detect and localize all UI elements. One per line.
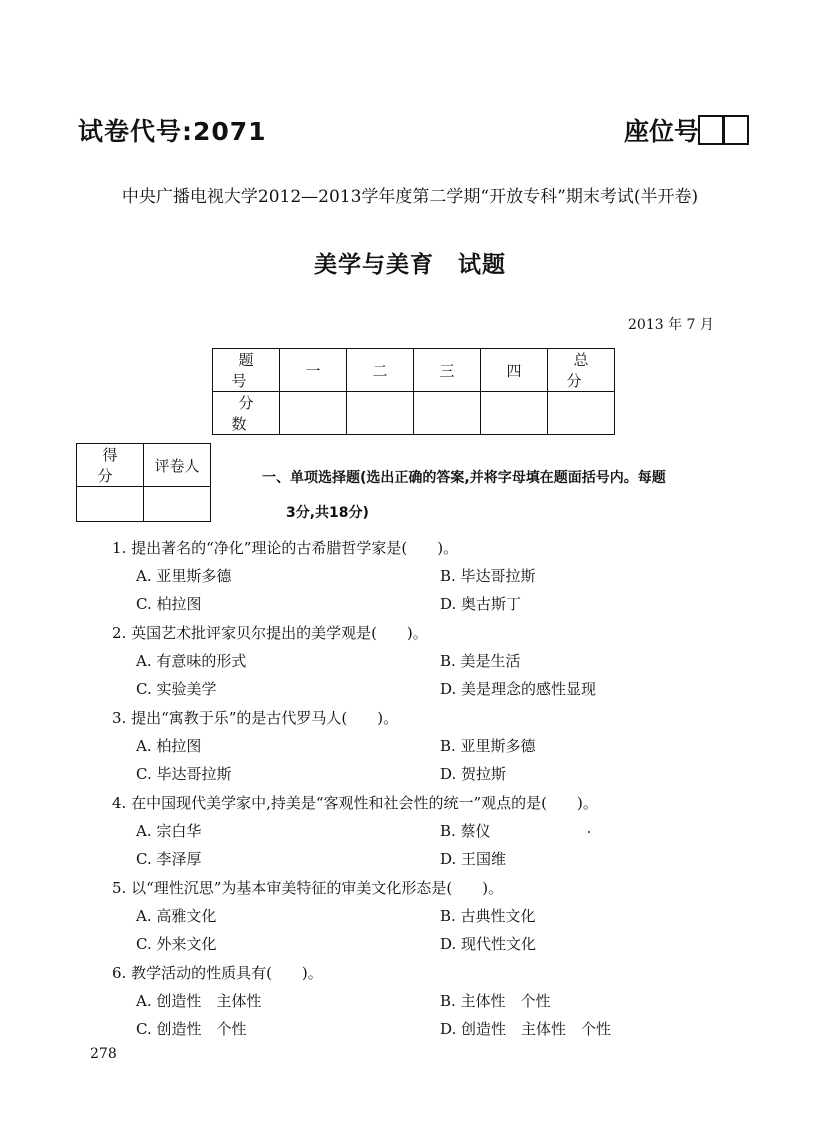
seat-box xyxy=(698,115,724,145)
question-6-option-b: B. 主体性 个性 xyxy=(440,992,551,1010)
score-table-col: 四 xyxy=(481,349,548,392)
score-table xyxy=(212,348,615,435)
question-1-option-d: D. 奥古斯丁 xyxy=(440,595,522,613)
question-4: 4. 在中国现代美学家中,持美是“客观性和社会性的统一”观点的是( )。 xyxy=(112,794,598,812)
score-table-col: 一 xyxy=(280,349,347,392)
exam-title: 中央广播电视大学2012—2013学年度第二学期“开放专科”期末考试(半开卷) xyxy=(121,187,699,207)
exam-date: 2013 年 7 月 xyxy=(628,317,714,333)
grader-table xyxy=(76,443,211,522)
question-3-option-b: B. 亚里斯多德 xyxy=(440,737,536,755)
section-title-cont: 3分,共18分) xyxy=(286,505,369,521)
question-6: 6. 教学活动的性质具有( )。 xyxy=(112,964,323,982)
paper-code: 试卷代号:2071 xyxy=(78,117,267,146)
question-1: 1. 提出著名的“净化”理论的古希腊哲学家是( )。 xyxy=(112,539,459,557)
scan-speck xyxy=(588,831,590,833)
seat-number xyxy=(624,112,749,148)
score-cell xyxy=(347,392,414,435)
question-3-option-c: C. 毕达哥拉斯 xyxy=(136,765,232,783)
score-table-header: 题 号 xyxy=(213,349,280,392)
grader-name-cell xyxy=(144,487,211,522)
subject-title: 美学与美育 试题 xyxy=(314,252,506,278)
score-cell xyxy=(548,392,615,435)
grader-name-label: 评卷人 xyxy=(144,444,211,487)
score-table-total: 总 分 xyxy=(548,349,615,392)
question-4-option-c: C. 李泽厚 xyxy=(136,850,202,868)
question-5-option-b: B. 古典性文化 xyxy=(440,907,536,925)
score-table-col: 三 xyxy=(414,349,481,392)
question-4-option-a: A. 宗白华 xyxy=(136,822,202,840)
question-3: 3. 提出“寓教于乐”的是古代罗马人( )。 xyxy=(112,709,399,727)
grader-score-cell xyxy=(77,487,144,522)
question-2-option-d: D. 美是理念的感性显现 xyxy=(440,680,597,698)
score-cell xyxy=(481,392,548,435)
question-2-option-b: B. 美是生活 xyxy=(440,652,521,670)
question-2: 2. 英国艺术批评家贝尔提出的美学观是( )。 xyxy=(112,624,428,642)
question-5-option-d: D. 现代性文化 xyxy=(440,935,537,953)
question-6-option-a: A. 创造性 主体性 xyxy=(136,992,262,1010)
question-6-option-d: D. 创造性 主体性 个性 xyxy=(440,1020,612,1038)
seat-label: 座位号 xyxy=(624,117,700,146)
question-2-option-a: A. 有意味的形式 xyxy=(136,652,247,670)
question-4-option-d: D. 王国维 xyxy=(440,850,507,868)
question-5: 5. 以“理性沉思”为基本审美特征的审美文化形态是( )。 xyxy=(112,879,504,897)
page-number: 278 xyxy=(90,1046,117,1062)
score-cell xyxy=(280,392,347,435)
score-cell xyxy=(414,392,481,435)
question-1-option-a: A. 亚里斯多德 xyxy=(136,567,232,585)
section-title: 一、单项选择题(选出正确的答案,并将字母填在题面括号内。每题 xyxy=(262,470,666,486)
score-table-col: 二 xyxy=(347,349,414,392)
grader-score-label: 得 分 xyxy=(77,444,144,487)
question-1-option-b: B. 毕达哥拉斯 xyxy=(440,567,536,585)
question-5-option-c: C. 外来文化 xyxy=(136,935,217,953)
question-5-option-a: A. 高雅文化 xyxy=(136,907,217,925)
question-3-option-d: D. 贺拉斯 xyxy=(440,765,507,783)
score-table-row-label: 分 数 xyxy=(213,392,280,435)
question-6-option-c: C. 创造性 个性 xyxy=(136,1020,247,1038)
question-4-option-b: B. 蔡仪 xyxy=(440,822,491,840)
seat-box xyxy=(723,115,749,145)
question-3-option-a: A. 柏拉图 xyxy=(136,737,202,755)
question-1-option-c: C. 柏拉图 xyxy=(136,595,202,613)
question-2-option-c: C. 实验美学 xyxy=(136,680,217,698)
